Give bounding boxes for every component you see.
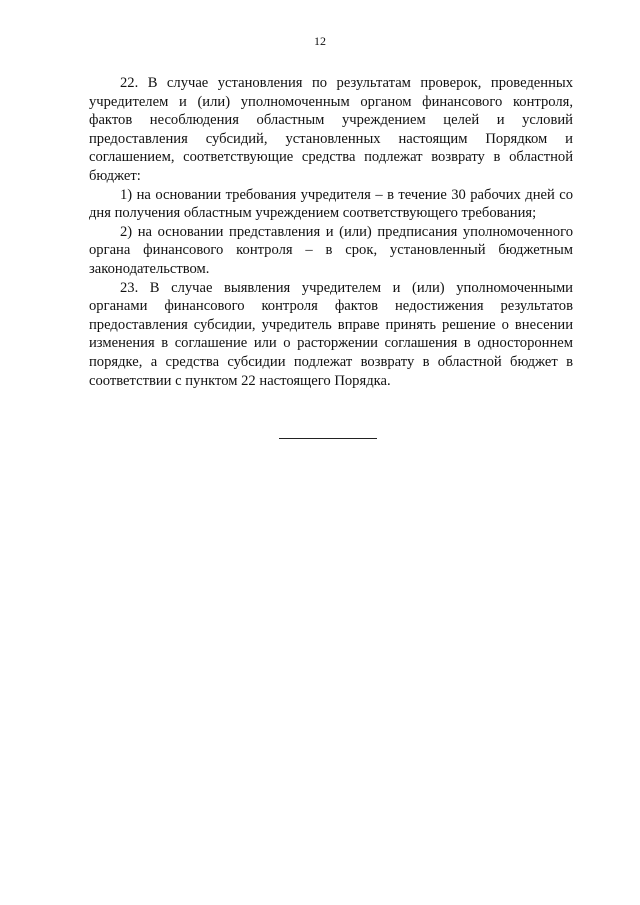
paragraph-22: 22. В случае установления по результатам проверок, проведенных учредителем и (или) уполномоченным органом финансового контроля, фактов несоблюдения областным учреждением целей и условий предоставления субсидий, установленных настоящим Порядком и соглашением, соответствующие средства подлежат возврату в областной бюджет: xyxy=(89,75,573,184)
page-number: 12 xyxy=(314,34,326,48)
end-separator-line xyxy=(279,438,377,439)
document-body xyxy=(89,74,573,390)
paragraph-23: 23. В случае выявления учредителем и (или) уполномоченными органами финансового контроля фактов недостижения результатов предоставления субсидии, учредитель вправе принять решение о внесении изменения в соглашение или о расторжении соглашения в одностороннем порядке, а средства субсидии подлежат возврату в областной бюджет в соответствии с пунктом 22 настоящего Порядка. xyxy=(89,279,573,389)
paragraph-22-item-1: 1) на основании требования учредителя – в течение 30 рабочих дней со дня получения областным учреждением соответствующего требования; xyxy=(89,186,573,222)
paragraph-22-item-2: 2) на основании представления и (или) предписания уполномоченного органа финансового контроля – в срок, установленный бюджетным законодательством. xyxy=(89,223,573,277)
